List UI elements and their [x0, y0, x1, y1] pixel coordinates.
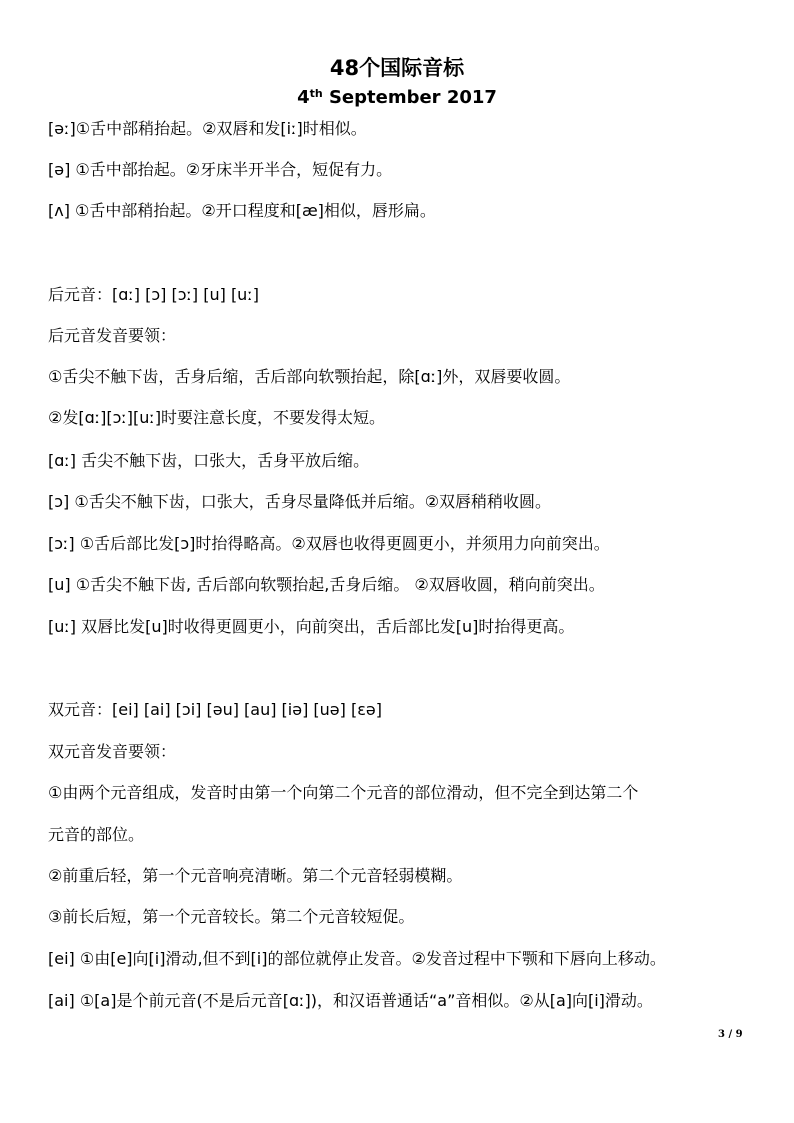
page-number: 3 / 9	[718, 1029, 743, 1040]
text-line: ①舌尖不触下齿，舌身后缩，舌后部向软颚抬起，除[ɑː]外，双唇要收圆。	[48, 367, 571, 386]
text-line: ③前长后短，第一个元音较长。第二个元音较短促。	[48, 907, 415, 926]
date-suffix: th	[309, 87, 323, 100]
text-line: [əː]①舌中部稍抬起。②双唇和发[iː]时相似。	[48, 119, 367, 138]
text-line: ②发[ɑː][ɔː][uː]时要注意长度，不要发得太短。	[48, 408, 386, 427]
section-heading: 双元音：[ei] [ai] [ɔi] [əu] [au] [iə] [uə] [ɛə]	[48, 700, 382, 719]
text-line: [ɔː] ①舌后部比发[ɔ]时抬得略高。②双唇也收得更圆更小，并须用力向前突出。	[48, 534, 610, 553]
text-line: ②前重后轻，第一个元音响亮清晰。第二个元音轻弱模糊。	[48, 866, 463, 885]
date-rest: September 2017	[322, 87, 497, 108]
text-line: [u] ①舌尖不触下齿, 舌后部向软颚抬起,舌身后缩。 ②双唇收圆，稍向前突出。	[48, 575, 605, 594]
text-line: 双元音发音要领：	[48, 742, 177, 761]
text-line: 后元音发音要领：	[48, 326, 177, 345]
text-line: 元音的部位。	[48, 825, 145, 844]
text-line: [ei] ①由[e]向[i]滑动,但不到[i]的部位就停止发音。②发音过程中下颚和下唇向上移动。	[48, 949, 666, 968]
section-heading: 后元音：[ɑː] [ɔ] [ɔː] [u] [uː]	[48, 285, 259, 304]
text-line: [ai] ①[a]是个前元音(不是后元音[ɑː])，和汉语普通话“a”音相似。②从[a]向[i]滑动。	[48, 991, 653, 1010]
text-line: [ə] ①舌中部抬起。②牙床半开半合，短促有力。	[48, 160, 393, 179]
text-line: ①由两个元音组成，发音时由第一个向第二个元音的部位滑动，但不完全到达第二个	[48, 783, 639, 802]
page-title: 48个国际音标	[329, 56, 465, 80]
page-date	[0, 82, 794, 110]
text-line: [ɑː] 舌尖不触下齿，口张大，舌身平放后缩。	[48, 451, 370, 470]
date-day: 4	[297, 87, 310, 108]
text-line: [uː] 双唇比发[u]时收得更圆更小，向前突出，舌后部比发[u]时抬得更高。	[48, 617, 575, 636]
text-line: [ʌ] ①舌中部稍抬起。②开口程度和[æ]相似，唇形扁。	[48, 201, 436, 220]
text-line: [ɔ] ①舌尖不触下齿，口张大，舌身尽量降低并后缩。②双唇稍稍收圆。	[48, 492, 552, 511]
